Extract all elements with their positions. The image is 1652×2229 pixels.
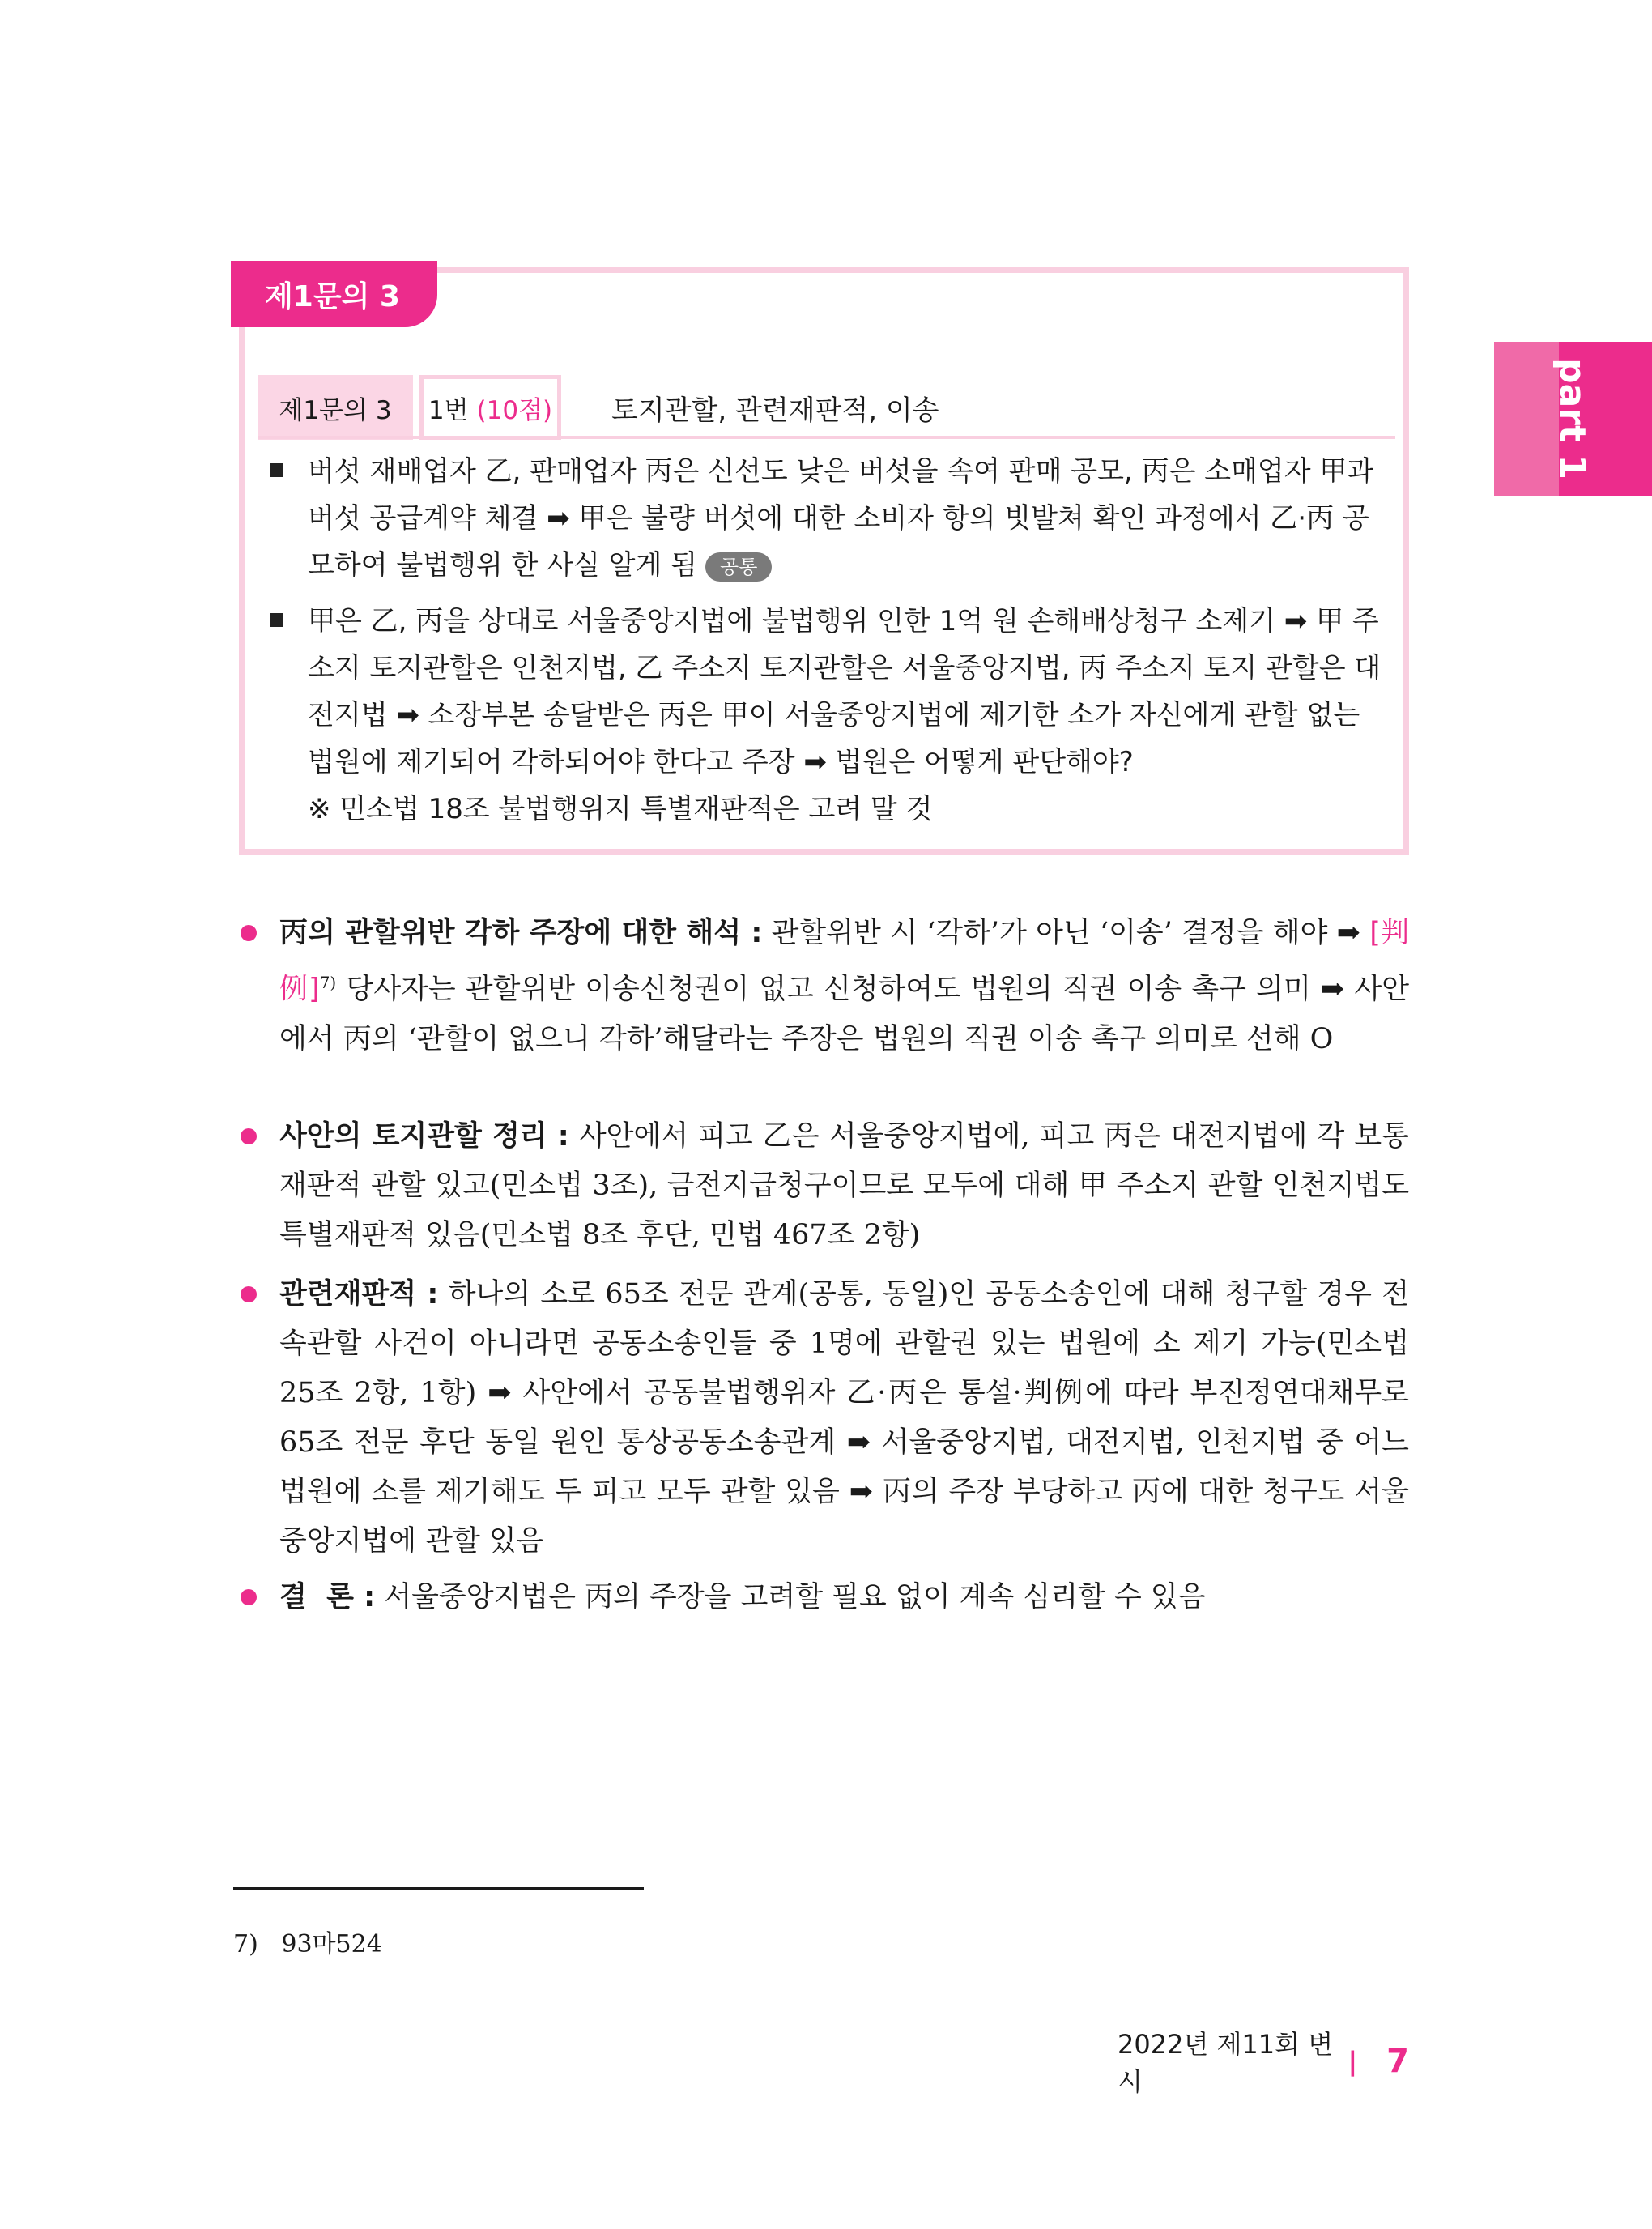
answer-paragraph-3 [279, 1270, 1409, 1566]
answer-lead: 사안의 토지관할 정리 : [279, 1120, 569, 1153]
header-number: 1번 [428, 395, 469, 425]
fact-text: 甲은 乙, 丙을 상대로 서울중앙지법에 불법행위 인한 1억 원 손해배상청구 소제기 ➡ 甲 주소지 토지관할은 인천지법, 乙 주소지 토지관할은 서울중앙지법, 丙 주소지 토지 관할은 대전지법 ➡ 소장부본 송달받은 丙은 甲이 서울중앙지법에 제기한 소가 자신에게 관할 없는 법원에 제기되어 각하되어야 한다고 주장 ➡ 법원은 어떻게 판단해야? [308, 605, 1382, 778]
fact-text: 버섯 재배업자 乙, 판매업자 丙은 신선도 낮은 버섯을 속여 판매 공모, 丙은 소매업자 甲과 버섯 공급계약 체결 ➡ 甲은 불량 버섯에 대한 소비자 항의 빗발쳐 확인 과정에서 乙·丙 공모하여 불법행위 한 사실 알게 됨 [308, 455, 1374, 582]
answer-text: 관할위반 시 ‘각하’가 아닌 ‘이송’ 결정을 해야 ➡ [762, 917, 1370, 949]
answer-lead: 관련재판적 : [279, 1278, 439, 1311]
exam-label: 2022년 제11회 변시 [1118, 2029, 1334, 2097]
fact-item-1 [308, 448, 1389, 589]
header-points: (10점) [476, 395, 553, 425]
header-topic: 토지관할, 관련재판적, 이송 [611, 394, 939, 427]
answer-paragraph-4 [279, 1573, 1409, 1622]
header-question-cell: 제1문의 3 [258, 375, 413, 440]
footnote-divider [233, 1887, 644, 1890]
answer-bullet [241, 1286, 257, 1302]
fact-bullet-square [270, 613, 283, 627]
answer-lead: 결 론 : [279, 1581, 376, 1613]
answer-text: 서울중앙지법은 丙의 주장을 고려할 필요 없이 계속 심리할 수 있음 [375, 1581, 1206, 1613]
footnote: 7) 93마524 [233, 1930, 382, 1958]
page-footer [1118, 2029, 1409, 2097]
fact-bullet-square [270, 463, 283, 477]
header-number-cell [419, 375, 561, 440]
fact-note: ※ 민소법 18조 불법행위지 특별재판적은 고려 말 것 [308, 793, 933, 825]
footnote-ref: 7) [319, 973, 337, 992]
answer-text: 당사자는 관할위반 이송신청권이 없고 신청하여도 법원의 직권 이송 촉구 의미 ➡ 사안에서 丙의 ‘관할이 없으니 각하’해달라는 주장은 법원의 직권 이송 촉구 의미로 선해 O [279, 973, 1410, 1055]
header-divider [258, 436, 1395, 439]
answer-bullet [241, 1589, 257, 1605]
fact-item-2 [308, 598, 1389, 833]
answer-bullet [241, 1128, 257, 1144]
footer-divider: | [1348, 2046, 1358, 2077]
answer-bullet [241, 925, 257, 941]
side-tab-label: part 1 [1552, 358, 1594, 479]
question-badge: 제1문의 3 [231, 261, 437, 327]
common-tag: 공통 [705, 552, 772, 582]
answer-paragraph-1 [279, 909, 1409, 1064]
part-side-tab [1494, 342, 1652, 496]
precedent-ref: [判例] [279, 917, 1410, 1006]
page-number: 7 [1386, 2043, 1409, 2080]
answer-lead: 丙의 관할위반 각하 주장에 대한 해석 : [279, 917, 763, 949]
answer-text: 사안에서 피고 乙은 서울중앙지법에, 피고 丙은 대전지법에 각 보통재판적 관할 있고(민소법 3조), 금전지급청구이므로 모두에 대해 甲 주소지 관할 인천지법도 특별재판적 있음(민소법 8조 후단, 민법 467조 2항) [279, 1120, 1409, 1251]
answer-paragraph-2 [279, 1112, 1409, 1260]
answer-text: 하나의 소로 65조 전문 관계(공통, 동일)인 공동소송인에 대해 청구할 경우 전속관할 사건이 아니라면 공동소송인들 중 1명에 관할권 있는 법원에 소 제기 가능(민소법 25조 2항, 1항) ➡ 사안에서 공동불법행위자 乙·丙은 통설·判例에 따라 부진정연대채무로 65조 전문 후단 동일 원인 통상공동소송관계 ➡ 서울중앙지법, 대전지법, 인천지법 중 어느 법원에 소를 제기해도 두 피고 모두 관할 있음 ➡ 丙의 주장 부당하고 丙에 대한 청구도 서울중앙지법에 관할 있음 [279, 1278, 1409, 1558]
